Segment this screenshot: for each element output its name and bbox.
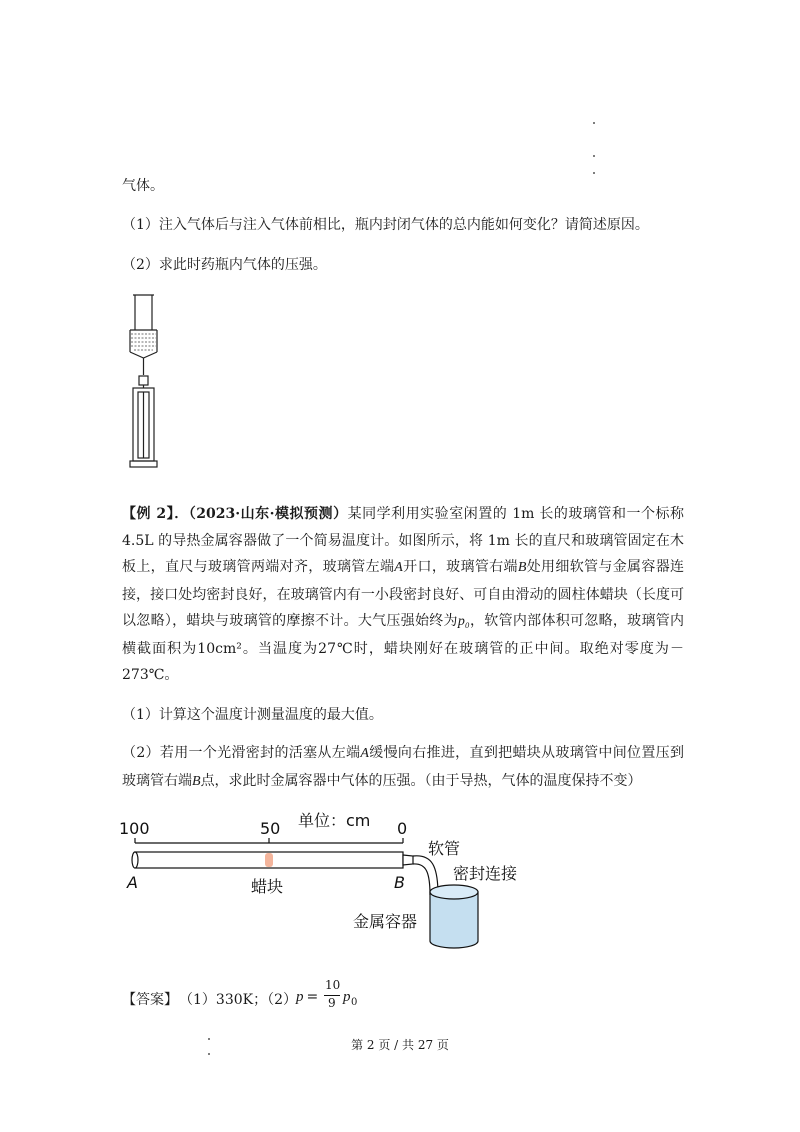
hose-inner: [413, 864, 430, 895]
stray-dot: [593, 172, 595, 174]
label-a: A: [127, 873, 138, 892]
var-b: B: [517, 560, 527, 575]
tick-label-50: 50: [260, 819, 281, 838]
tick-label-0: 0: [397, 819, 408, 838]
wax-block: [265, 853, 273, 867]
var-a: A: [394, 560, 403, 575]
sub-q2-text: 点，求此时金属容器中气体的压强。（由于导热，气体的温度保持不变）: [200, 772, 642, 789]
tick-label-100: 100: [119, 819, 150, 838]
var-a: A: [360, 746, 369, 761]
label-b: B: [394, 873, 405, 892]
page-footer: 第 2 页 / 共 27 页: [351, 1038, 449, 1052]
answer-var-p: p: [296, 989, 304, 1005]
hose-connector: [403, 855, 413, 865]
sub-q2-text: 缓慢向右推进，直到把蜡块从玻璃管中间位置压到玻璃管右端: [122, 745, 685, 789]
question-1: （1）注入气体后与注入气体前相比，瓶内封闭气体的总内能如何变化？请简述原因。: [122, 217, 649, 233]
sub-q2-text: （2）若用一个光滑密封的活塞从左端: [122, 745, 361, 761]
answer-var-p0: p: [343, 989, 351, 1005]
seal-label: 密封连接: [453, 864, 518, 883]
tube-open-end: [132, 852, 138, 868]
example-text: 开口，玻璃管右端: [402, 559, 518, 575]
stray-dot: [593, 122, 595, 124]
fraction-numerator: 10: [325, 978, 341, 992]
answer-part1: （1）330K；（2）: [179, 992, 297, 1008]
stray-dot: [208, 1053, 210, 1055]
example-text: ，软管内部体积可忽略，玻璃管内横截面积为10cm²。当温度为27℃时，蜡块刚好在玻璃管的正中间。取绝对零度为－273℃。: [122, 613, 685, 683]
var-p0: p₀: [457, 614, 470, 629]
answer-var-p0-subscript: 0: [351, 997, 358, 1008]
container-top: [430, 885, 478, 899]
question-2: （2）求此时药瓶内气体的压强。: [122, 257, 327, 273]
hose-label: 软管: [428, 839, 461, 858]
fraction-denominator: 9: [328, 996, 336, 1010]
wax-label: 蜡块: [251, 877, 284, 896]
metal-container: [430, 892, 478, 948]
example-label: 【例 2】．: [122, 506, 189, 522]
example-source: （2023·山东·模拟预测）: [188, 506, 348, 522]
answer-equals: =: [302, 989, 323, 1005]
container-label: 金属容器: [353, 912, 418, 931]
stray-dot: [593, 155, 595, 157]
sub-question-1: （1）计算这个温度计测量温度的最大值。: [122, 707, 383, 723]
continuation-text: 气体。: [122, 178, 164, 194]
example-text: 某同学利用实验室闲置的 1m 长的玻璃管和一个标称 4.5L 的导热金属容器做了一个简易温度计。如图所示，将 1m 长的直尺和玻璃管固定在木板上，直尺与玻璃管两端对齐，玻璃管左端: [122, 506, 685, 575]
sub-question-2: [122, 740, 684, 795]
var-b: B: [192, 773, 201, 789]
figure-syringe-apparatus: [125, 292, 165, 474]
figure-thermometer: [110, 800, 550, 960]
example-2-paragraph: [122, 501, 684, 689]
unit-label: 单位：cm: [298, 811, 371, 830]
example-text: 处用细软管与金属容器连接，接口处均密封良好，在玻璃管内有一小段密封良好、可自由滑动的圆柱体蜡块（长度可以忽略），蜡块与玻璃管的摩擦不计。大气压强始终为: [122, 559, 685, 629]
answer-label: 【答案】: [122, 992, 178, 1008]
